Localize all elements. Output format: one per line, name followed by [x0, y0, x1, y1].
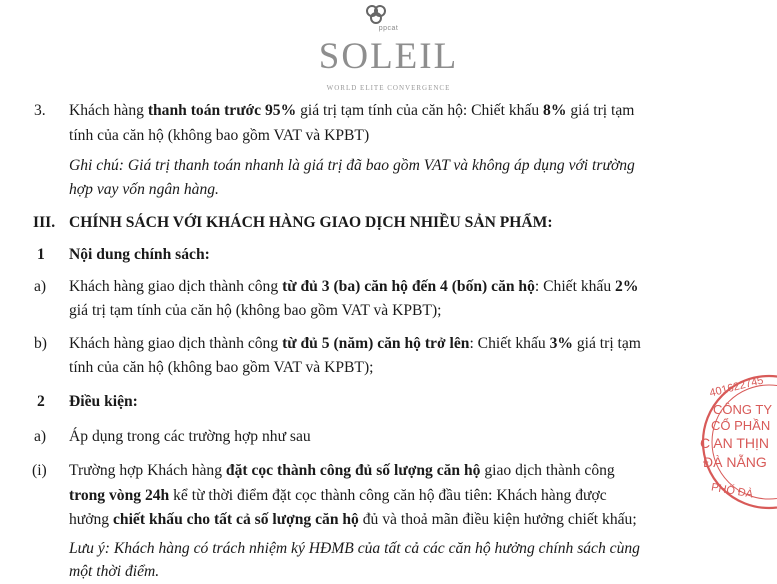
item-b1-number: b) [34, 335, 47, 352]
item-i-line2: trong vòng 24h kể từ thời điểm đặt cọc thành công căn hộ đầu tiên: Khách hàng được [69, 487, 607, 504]
item3-line1: Khách hàng thanh toán trước 95% giá trị tạm tính của căn hộ: Chiết khấu 8% giá trị tạm [69, 102, 635, 119]
stamp-code: 401622745 [708, 374, 765, 400]
item-a1-line2: giá trị tạm tính của căn hộ (không bao gồm VAT và KPBT); [69, 302, 442, 319]
item3-line2: tính của căn hộ (không bao gồm VAT và KPBT) [69, 127, 370, 144]
item-i-note-line2: một thời điểm. [69, 563, 160, 580]
item3-note-line2: hợp vay vốn ngân hàng. [69, 181, 219, 198]
item-i-number: (i) [32, 462, 47, 479]
stamp-line2: CỔ PHẦN [711, 418, 771, 433]
item-a1-number: a) [34, 278, 47, 295]
stamp-line5: PHỐ ĐÀ [710, 481, 754, 501]
sub1-number: 1 [37, 246, 45, 263]
item-i-line1: Trường hợp Khách hàng đặt cọc thành công đủ số lượng căn hộ giao dịch thành công [69, 462, 615, 479]
item-a1-line1: Khách hàng giao dịch thành công từ đủ 3 (ba) căn hộ đến 4 (bốn) căn hộ: Chiết khấu 2% [69, 278, 639, 295]
sub1-title: Nội dung chính sách: [69, 246, 210, 263]
item-a2-text: Áp dụng trong các trường hợp như sau [69, 428, 311, 445]
section3-title: CHÍNH SÁCH VỚI KHÁCH HÀNG GIAO DỊCH NHIỀU SẢN PHẨM: [69, 214, 553, 231]
company-stamp [697, 372, 777, 512]
stamp-line1: CÔNG TY [713, 402, 772, 417]
stamp-line3: C AN THỊN [700, 435, 769, 451]
stamp-line4: ĐÀ NẴNG [703, 454, 767, 470]
item-b1-line2: tính của căn hộ (không bao gồm VAT và KPBT); [69, 359, 374, 376]
logo-subtext: ppcat [378, 25, 399, 32]
sub2-number: 2 [37, 393, 45, 410]
item-b1-line1: Khách hàng giao dịch thành công từ đủ 5 (năm) căn hộ trở lên: Chiết khấu 3% giá trị tạm [69, 335, 641, 352]
brand-logo [0, 0, 777, 96]
item-i-note-line1: Lưu ý: Khách hàng có trách nhiệm ký HĐMB của tất cả các căn hộ hưởng chính sách cùng [69, 540, 640, 557]
logo-tagline: WORLD ELITE CONVERGENCE [326, 84, 451, 92]
item3-number: 3. [34, 102, 46, 119]
sub2-title: Điều kiện: [69, 393, 138, 410]
logo-name: SOLEIL [318, 36, 459, 77]
soleil-emblem-icon [363, 3, 389, 27]
item3-note-line1: Ghi chú: Giá trị thanh toán nhanh là giá trị đã bao gồm VAT và không áp dụng với trường [69, 157, 635, 174]
item-a2-number: a) [34, 428, 47, 445]
section3-number: III. [33, 214, 56, 231]
item-i-line3: hưởng chiết khấu cho tất cả số lượng căn hộ đủ và thoả mãn điều kiện hưởng chiết khấu; [69, 511, 637, 528]
